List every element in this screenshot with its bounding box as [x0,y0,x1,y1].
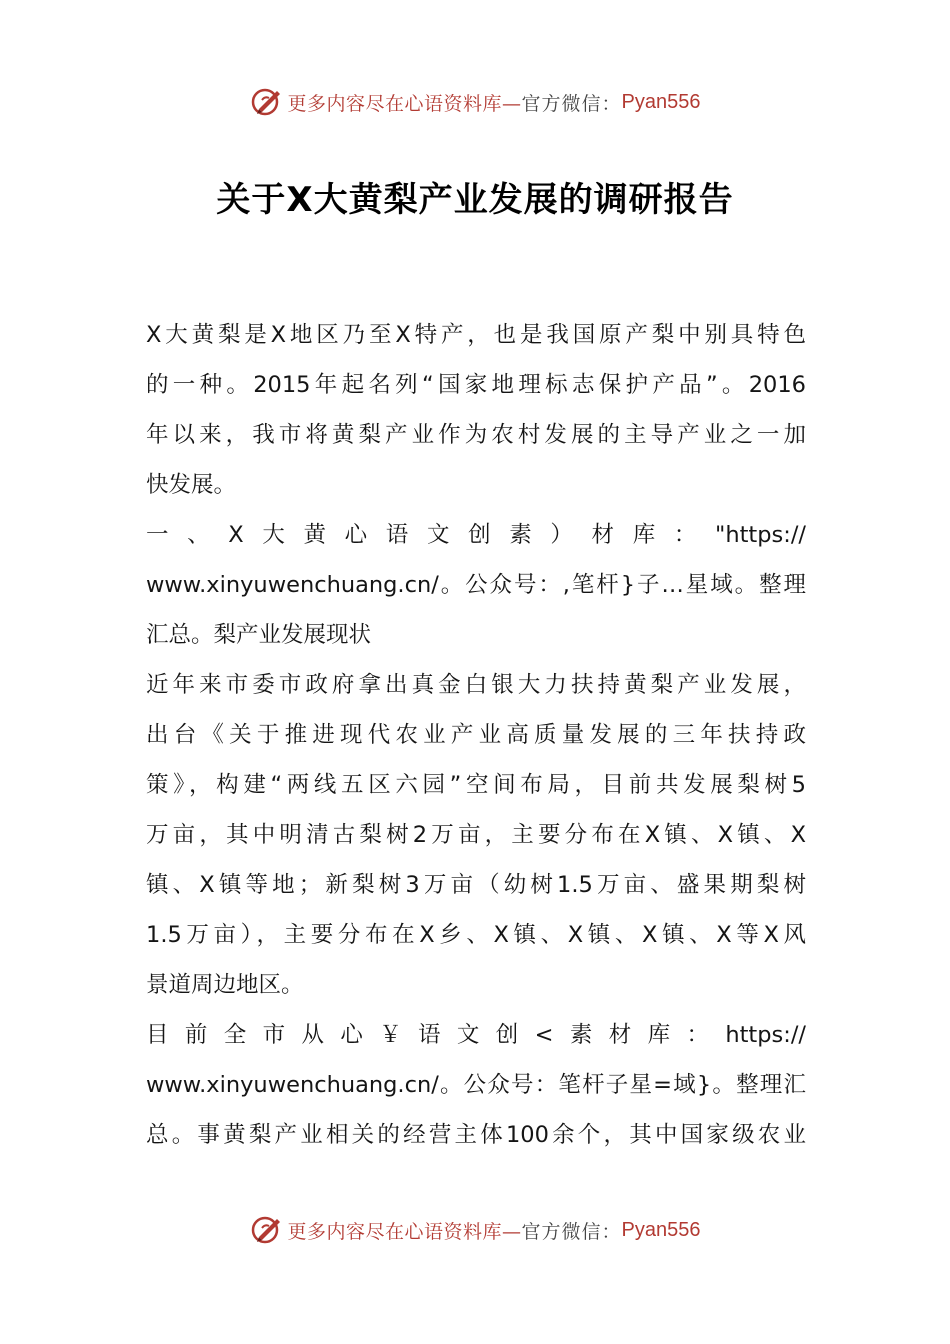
body-line: 策》，构建“两线五区六园”空间布局，目前共发展梨树5 [146,772,806,798]
body-line: www.xinyuwenchuang.cn/。公众号：,笔杆}子…星域。整理 [146,572,806,598]
body-line: 快发展。 [146,472,237,498]
body-line: 年以来，我市将黄梨产业作为农村发展的主导产业之一加 [146,422,806,448]
document-body [146,310,806,1160]
body-line: 1.5万亩），主要分布在X乡、X镇、X镇、X镇、X等X风 [146,922,806,948]
watermark-site-text: 更多内容尽在心语资料库— [287,92,522,115]
document-title: 关于X大黄梨产业发展的调研报告 [216,180,734,220]
watermark-banner-top [0,82,950,122]
body-line: 镇、X镇等地；新梨树3万亩（幼树1.5万亩、盛果期梨树 [146,872,806,898]
watermark-wechat-label: 官方微信： [521,92,622,115]
body-line: 总。事黄梨产业相关的经营主体100余个，其中国家级农业 [146,1122,806,1148]
body-line: 万亩，其中明清古梨树2万亩，主要分布在X镇、X镇、X [146,822,806,848]
watermark-site-text: 更多内容尽在心语资料库— [287,1220,522,1243]
watermark-wechat-id: Pyan556 [621,90,701,113]
body-line: 出台《关于推进现代农业产业高质量发展的三年扶持政 [146,722,806,748]
body-line: 一、X大黄心语文创素）材库："https:// [146,522,806,548]
watermark-wechat-id: Pyan556 [621,1218,701,1241]
body-line: X大黄梨是X地区乃至X特产，也是我国原产梨中别具特色 [146,322,806,348]
body-line: 汇总。梨产业发展现状 [146,622,372,648]
watermark-wechat-label: 官方微信： [521,1220,622,1243]
watermark-banner-bottom [0,1210,950,1250]
pen-logo-icon [250,85,284,119]
body-line: 目前全市从心￥语文创<素材库：https:// [146,1022,806,1048]
body-line: 景道周边地区。 [146,972,304,998]
body-line: www.xinyuwenchuang.cn/。公众号：笔杆子星=域}。整理汇 [146,1072,806,1098]
pen-logo-icon [250,1213,284,1247]
body-line: 的一种。2015年起名列“国家地理标志保护产品”。2016 [146,372,806,398]
body-line: 近年来市委市政府拿出真金白银大力扶持黄梨产业发展， [146,672,806,698]
